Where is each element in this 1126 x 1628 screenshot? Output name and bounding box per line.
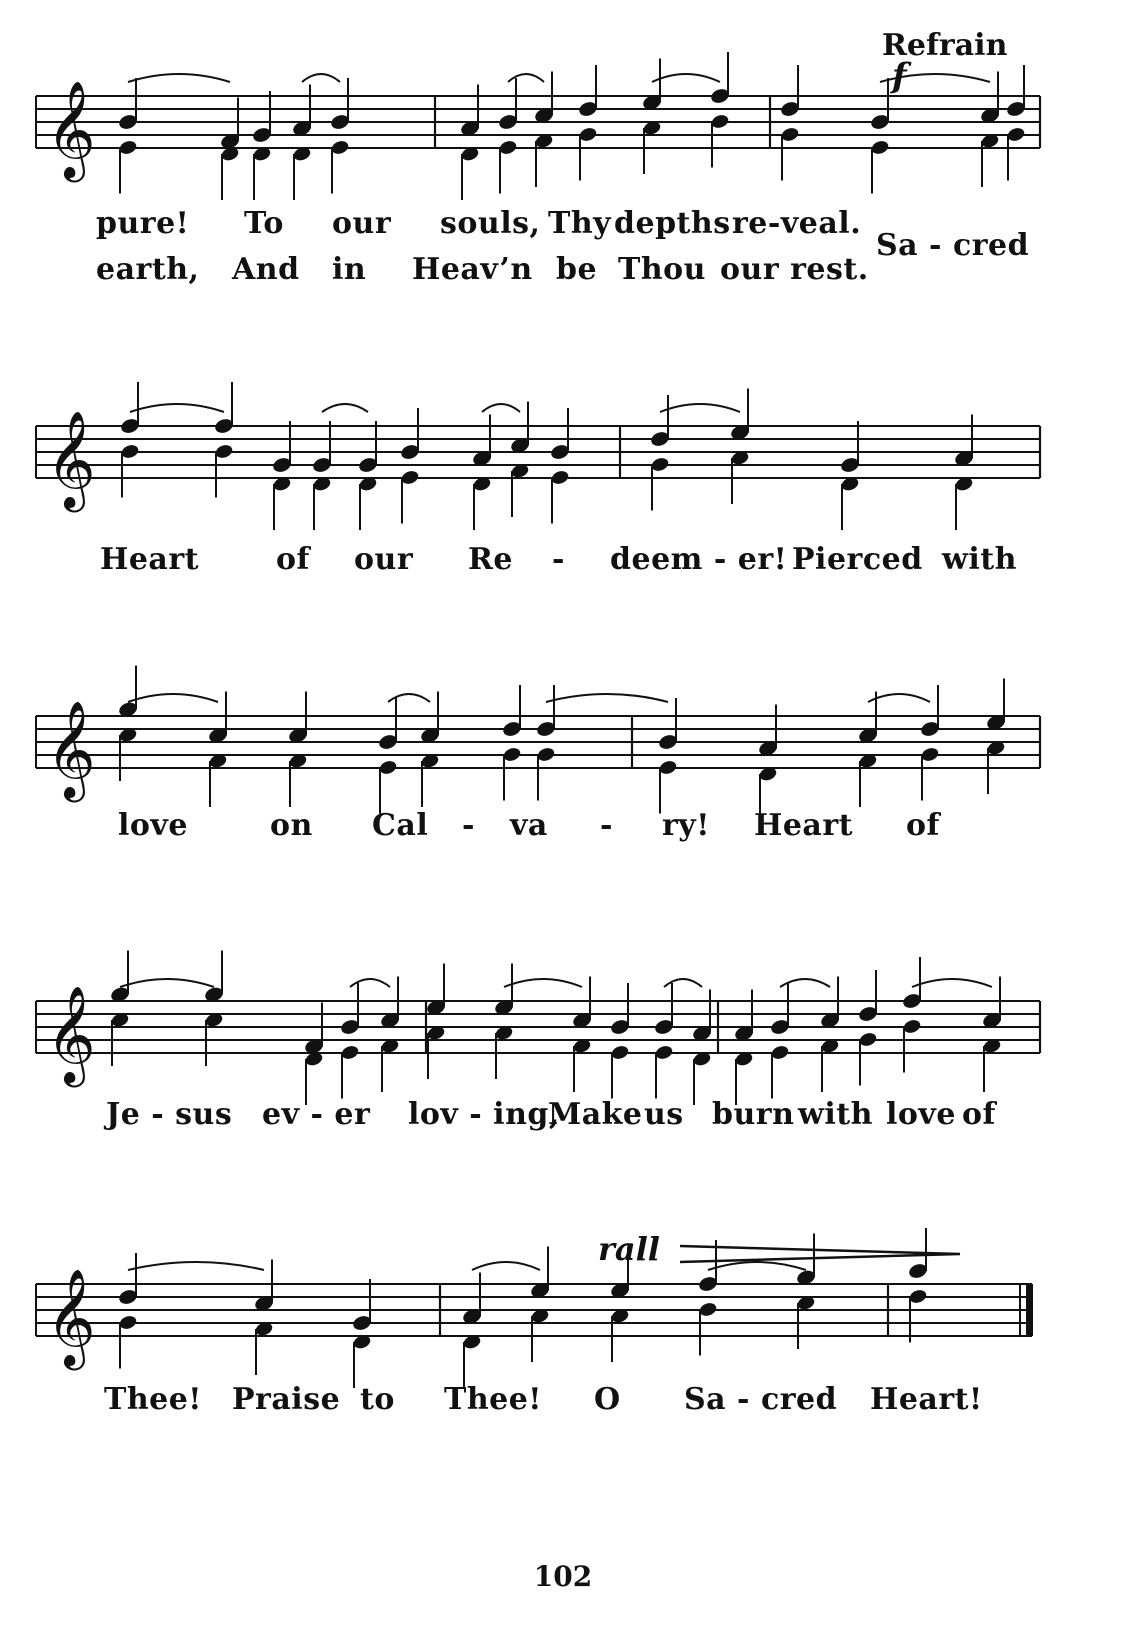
staff-2 (0, 370, 1126, 550)
lyric-syllable: To (244, 206, 284, 241)
lyric-syllable: our (354, 542, 414, 577)
lyric-syllable: burn (712, 1097, 795, 1132)
music-system-5 (0, 1228, 1126, 1488)
svg-text:𝄞: 𝄞 (46, 1268, 96, 1366)
rall-marking: rall (598, 1230, 660, 1268)
lyric-syllable: lov - ing, (408, 1097, 560, 1132)
lyric-syllable: Thee! (444, 1382, 542, 1417)
page-number: 102 (533, 1560, 593, 1593)
lyric-syllable: Thou (618, 252, 706, 287)
lyrics-system-1-line-2 (0, 252, 1126, 292)
svg-text:𝄞: 𝄞 (46, 410, 96, 508)
lyric-syllable: Sa - cred (684, 1382, 838, 1417)
forte-dynamic: f (892, 56, 907, 96)
lyric-syllable: Cal (372, 808, 429, 843)
lyric-syllable: in (332, 252, 367, 287)
svg-text:𝄞: 𝄞 (46, 700, 96, 798)
lyric-syllable: our rest. (720, 252, 869, 287)
lyric-syllable: - (462, 808, 475, 843)
lyric-syllable: deem - er! (610, 542, 788, 577)
lyric-syllable: va (510, 808, 548, 843)
lyric-syllable: our (332, 206, 392, 241)
staff-5 (0, 1228, 1126, 1408)
lyric-syllable: Heart! (870, 1382, 983, 1417)
svg-text:𝄞: 𝄞 (46, 985, 96, 1083)
lyric-syllable: Heart (100, 542, 200, 577)
lyric-syllable: of (276, 542, 310, 577)
lyric-syllable: pure! (96, 206, 190, 241)
lyric-syllable: ry! (662, 808, 710, 843)
music-system-2 (0, 370, 1126, 630)
lyric-syllable: - (600, 808, 613, 843)
music-system-3 (0, 660, 1126, 920)
lyrics-system-1-line-1 (0, 206, 1126, 263)
lyric-syllable: ev - er (262, 1097, 371, 1132)
lyric-syllable: Praise (232, 1382, 341, 1417)
lyric-syllable: us (644, 1097, 684, 1132)
lyric-syllable: O (594, 1382, 621, 1417)
lyric-syllable: to (360, 1382, 395, 1417)
lyric-syllable: love (118, 808, 188, 843)
lyric-syllable: depths (614, 206, 731, 241)
staff-1 (0, 40, 1126, 220)
lyric-syllable: of (906, 808, 940, 843)
lyric-syllable: And (232, 252, 300, 287)
svg-text:𝄞: 𝄞 (46, 80, 96, 178)
lyric-syllable: Heart (754, 808, 854, 843)
lyric-syllable: souls, (440, 206, 541, 241)
lyric-syllable: of (962, 1097, 996, 1132)
lyric-syllable: earth, (96, 252, 200, 287)
lyric-syllable: Pierced (792, 542, 923, 577)
lyric-syllable: Sa - cred (876, 228, 1030, 263)
lyrics-system-5 (0, 1382, 1126, 1422)
lyric-syllable: Make (548, 1097, 643, 1132)
lyric-syllable: Thee! (104, 1382, 202, 1417)
lyric-syllable: be (556, 252, 598, 287)
lyric-syllable: - (552, 542, 565, 577)
lyric-syllable: Heav’n (412, 252, 533, 287)
lyric-syllable: love (886, 1097, 956, 1132)
lyric-syllable: on (270, 808, 313, 843)
lyric-syllable: Thy (548, 206, 612, 241)
lyrics-system-4 (0, 1097, 1126, 1137)
lyric-syllable: Re (468, 542, 514, 577)
lyrics-system-3 (0, 808, 1126, 848)
lyric-syllable: Je - sus (106, 1097, 233, 1132)
lyrics-system-2 (0, 542, 1126, 582)
refrain-marking: Refrain (882, 28, 1008, 63)
lyric-syllable: with (798, 1097, 873, 1132)
lyric-syllable: re-veal. (732, 206, 862, 241)
lyric-syllable: with (942, 542, 1017, 577)
music-system-4 (0, 945, 1126, 1205)
